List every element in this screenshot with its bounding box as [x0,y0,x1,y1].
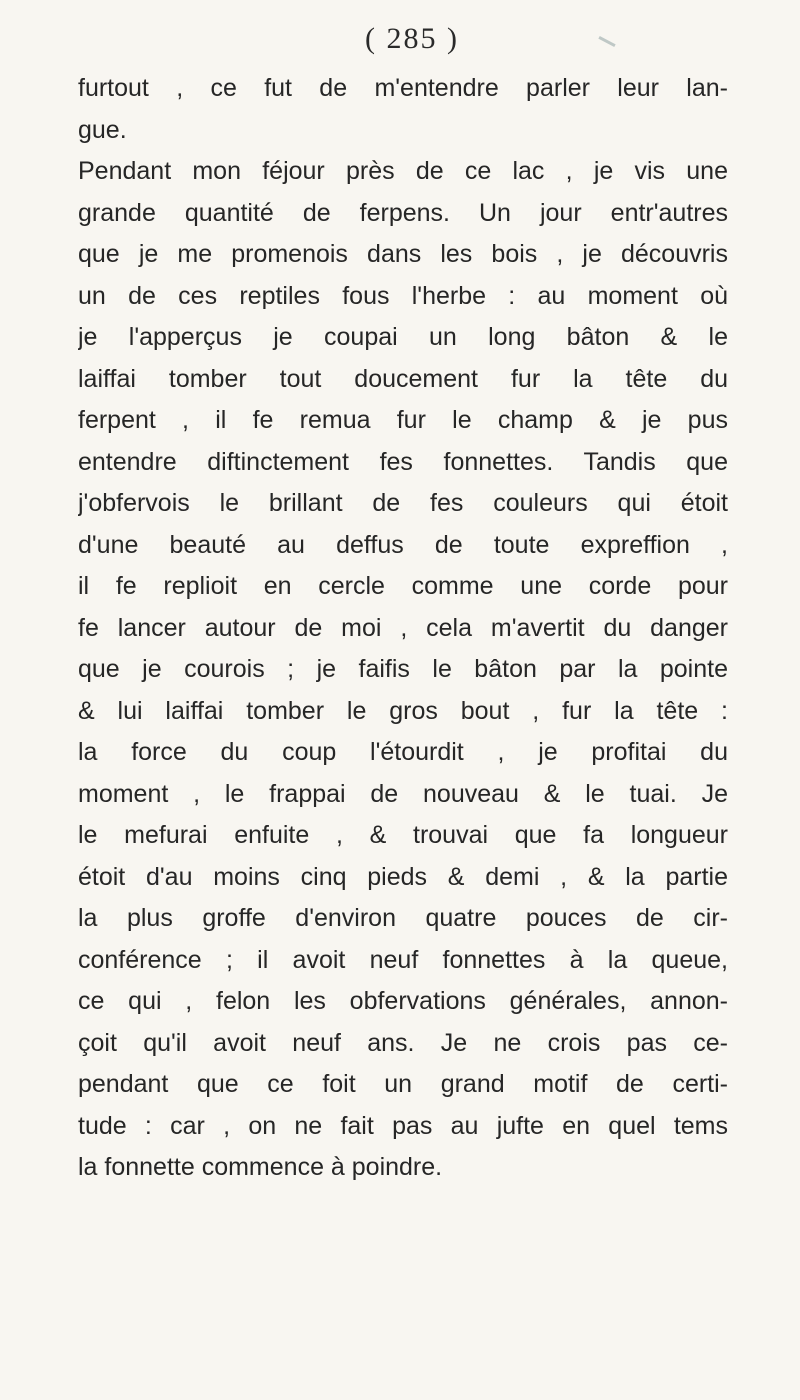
text-line: que je me promenois dans les bois , je découvris [78,240,728,268]
paper-blemish [598,36,615,47]
text-line: laiffai tomber tout doucement fur la tête du [78,364,728,393]
text-line: je l'apperçus je coupai un long bâton & le [78,323,728,351]
text-line: fe lancer autour de moi , cela m'avertit du danger [78,613,728,642]
text-line: Pendant mon féjour près de ce lac , je vis une [78,157,728,185]
page-number: ( 285 ) [365,22,459,55]
text-line: il fe replioit en cercle comme une corde pour [78,572,728,600]
text-line: gue. [78,115,127,144]
text-line: pendant que ce foit un grand motif de certi- [78,1070,728,1098]
text-line: ferpent , il fe remua fur le champ & je pus [78,406,728,434]
text-line: le mefurai enfuite , & trouvai que fa longueur [78,821,728,849]
text-line: entendre diftinctement fes fonnettes. Tandis que [78,447,728,476]
text-line: étoit d'au moins cinq pieds & demi , & la partie [78,862,728,891]
text-line: & lui laiffai tomber le gros bout , fur la tête : [78,696,728,725]
text-line: conférence ; il avoit neuf fonnettes à la queue, [78,945,728,974]
text-line: j'obfervois le brillant de fes couleurs qui étoit [78,489,728,517]
text-line: furtout , ce fut de m'entendre parler leur lan- [78,74,728,102]
body-text [78,68,728,1189]
text-line: la force du coup l'étourdit , je profitai du [78,738,728,766]
text-line: que je courois ; je faifis le bâton par la pointe [78,655,728,683]
text-line: ce qui , felon les obfervations générales, annon- [78,987,728,1015]
text-line: çoit qu'il avoit neuf ans. Je ne crois pas ce- [78,1028,728,1057]
text-line: d'une beauté au deffus de toute expreffion , [78,530,728,559]
text-line: la plus groffe d'environ quatre pouces de cir- [78,904,728,932]
text-line: grande quantité de ferpens. Un jour entr'autres [78,198,728,227]
text-line: moment , le frappai de nouveau & le tuai. Je [78,779,728,808]
text-line: tude : car , on ne fait pas au jufte en quel tems [78,1111,728,1140]
text-line: un de ces reptiles fous l'herbe : au moment où [78,281,728,310]
text-line: la fonnette commence à poindre. [78,1153,443,1181]
